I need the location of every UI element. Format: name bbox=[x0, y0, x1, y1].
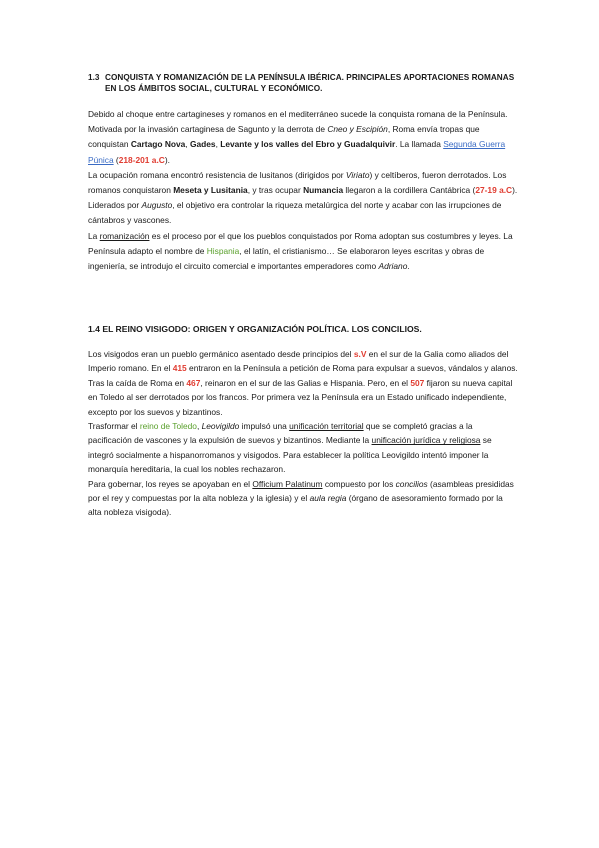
text-span: La ocupación romana encontró resistencia de lusitanos (dirigidos por bbox=[88, 169, 346, 180]
text-span: , bbox=[215, 139, 221, 150]
italic-name: Adriano bbox=[378, 261, 408, 272]
text-span: que se completó gracias a la pacificación de vascones y la expulsión de suevos y bizantinos. Mediante la bbox=[88, 421, 473, 446]
underlined-term: Officium Palatinum bbox=[252, 478, 323, 489]
paragraph-1-3-romanizacion bbox=[88, 229, 518, 275]
text-span: en el sur de la Galia como aliados del Imperio romano. En el bbox=[88, 349, 509, 374]
text-span: , Roma envía tropas que conquistan bbox=[88, 124, 480, 150]
text-span: entraron en la Península a petición de Roma para expulsar a suevos, vándalos y alanos. Tras la caída de Roma en bbox=[88, 363, 518, 388]
text-span: , el objetivo era controlar la riqueza metalúrgica del norte y acabar con las irrupciones de cántabros y vascones. bbox=[88, 200, 502, 226]
italic-name: concilios bbox=[395, 478, 428, 489]
green-term: reino de Toledo bbox=[139, 421, 197, 432]
italic-name: Leovigildo bbox=[201, 421, 240, 432]
text-span: ) y celtíberos, fueron derrotados. Los romanos conquistaron bbox=[88, 169, 507, 196]
italic-name: Viriato bbox=[345, 169, 370, 180]
italic-name: aula regia bbox=[309, 493, 347, 504]
text-span: . bbox=[407, 261, 410, 272]
section-1-3-number: 1.3 bbox=[88, 73, 100, 82]
text-span: compuesto por los bbox=[322, 478, 396, 489]
date-highlight: 507 bbox=[410, 377, 425, 388]
date-highlight: 27-19 a.C bbox=[475, 185, 513, 196]
section-1-4-heading: 1.4 EL REINO VISIGODO: ORIGEN Y ORGANIZACIÓN POLÍTICA. LOS CONCILIOS. bbox=[88, 324, 422, 334]
text-span: (asambleas presididas por el rey y compuestas por la alta nobleza y la iglesia) y el bbox=[88, 478, 514, 504]
section-1-3-body bbox=[88, 107, 518, 274]
text-span: Motivada por la invasión cartaginesa de Sagunto y la derrota de bbox=[88, 124, 328, 135]
section-1-3-title: CONQUISTA Y ROMANIZACIÓN DE LA PENÍNSULA IBÉRICA. PRINCIPALES APORTACIONES ROMANAS EN LOS ÁMBITOS SOCIAL, CULTURAL Y ECONÓMICO. bbox=[105, 73, 515, 93]
text-span: . La llamada bbox=[395, 139, 444, 150]
bold-place: Levante y los valles del Ebro y Guadalquivir bbox=[220, 139, 396, 150]
text-span: llegaron a la cordillera Cantábrica ( bbox=[343, 185, 476, 196]
date-highlight: 218-201 a.C bbox=[118, 154, 165, 165]
italic-name: Augusto bbox=[141, 200, 173, 211]
paragraph-1-4-leovigildo bbox=[88, 419, 518, 477]
text-span: , y tras ocupar bbox=[247, 185, 304, 196]
text-span: , reinaron en el sur de las Galias e Hispania. Pero, en el bbox=[200, 377, 411, 388]
text-span: , el latín, el cristianismo… Se elaboraron leyes escritas y obras de ingeniería, se introdujo el circuito comercial e importantes emperadores como bbox=[88, 245, 485, 272]
bold-place: Gades bbox=[189, 139, 216, 150]
bold-place: Meseta y Lusitania bbox=[173, 185, 248, 196]
text-span: fijaron su nueva capital en Toledo al ser derrotados por los francos. Por primera vez la Península era un Estado unificado independiente, excepto por los suevos y bizantinos. bbox=[88, 377, 513, 417]
underlined-term: unificación jurídica y religiosa bbox=[371, 435, 481, 446]
date-highlight: 467 bbox=[186, 377, 201, 388]
italic-name: Cneo y Escipión bbox=[327, 124, 388, 135]
text-span: ). bbox=[164, 154, 170, 165]
date-highlight: 415 bbox=[172, 363, 187, 374]
text-span: , bbox=[196, 421, 202, 432]
text-span: se integró socialmente a hispanorromanos y visigodos. Para establecer la política Leovigildo intentó imponer la monarquía hereditaria, la cual los nobles rechazaron. bbox=[88, 435, 492, 475]
text-span: es el proceso por el que los pueblos conquistados por Roma adoptan sus costumbres y leyes. La Península adapto el nombre de bbox=[88, 230, 513, 256]
paragraph-1-4-government bbox=[88, 477, 518, 520]
text-span: impulsó una bbox=[239, 421, 290, 432]
paragraph-1-4-origin bbox=[88, 347, 518, 419]
text-span: ). Liderados por bbox=[88, 185, 518, 211]
section-1-3-heading bbox=[88, 72, 528, 94]
text-span: Trasformar el bbox=[88, 421, 140, 432]
text-span: Para gobernar, los reyes se apoyaban en el bbox=[88, 478, 253, 489]
paragraph-1-3-intro: Debido al choque entre cartagineses y romanos en el mediterráneo sucede la conquista romana de la Península. bbox=[88, 109, 508, 119]
date-highlight: s.V bbox=[353, 349, 367, 359]
underlined-term: romanización bbox=[99, 230, 150, 241]
bold-place: Cartago Nova bbox=[130, 139, 186, 150]
text-span: La bbox=[88, 230, 100, 241]
text-span: Los visigodos eran un pueblo germánico asentado desde principios del bbox=[88, 349, 354, 359]
paragraph-1-3-resistance bbox=[88, 168, 518, 229]
segunda-guerra-punica-link[interactable]: Segunda Guerra Púnica bbox=[88, 139, 506, 165]
underlined-term: unificación territorial bbox=[289, 421, 364, 432]
paragraph-1-3-invasion bbox=[88, 122, 518, 168]
section-1-4-body bbox=[88, 347, 518, 520]
text-span: (órgano de asesoramiento formado por la alta nobleza visigoda). bbox=[88, 493, 503, 518]
bold-place: Numancia bbox=[303, 185, 344, 196]
text-span: , bbox=[185, 139, 190, 150]
text-span: ( bbox=[113, 154, 119, 165]
green-term: Hispania bbox=[206, 245, 240, 256]
